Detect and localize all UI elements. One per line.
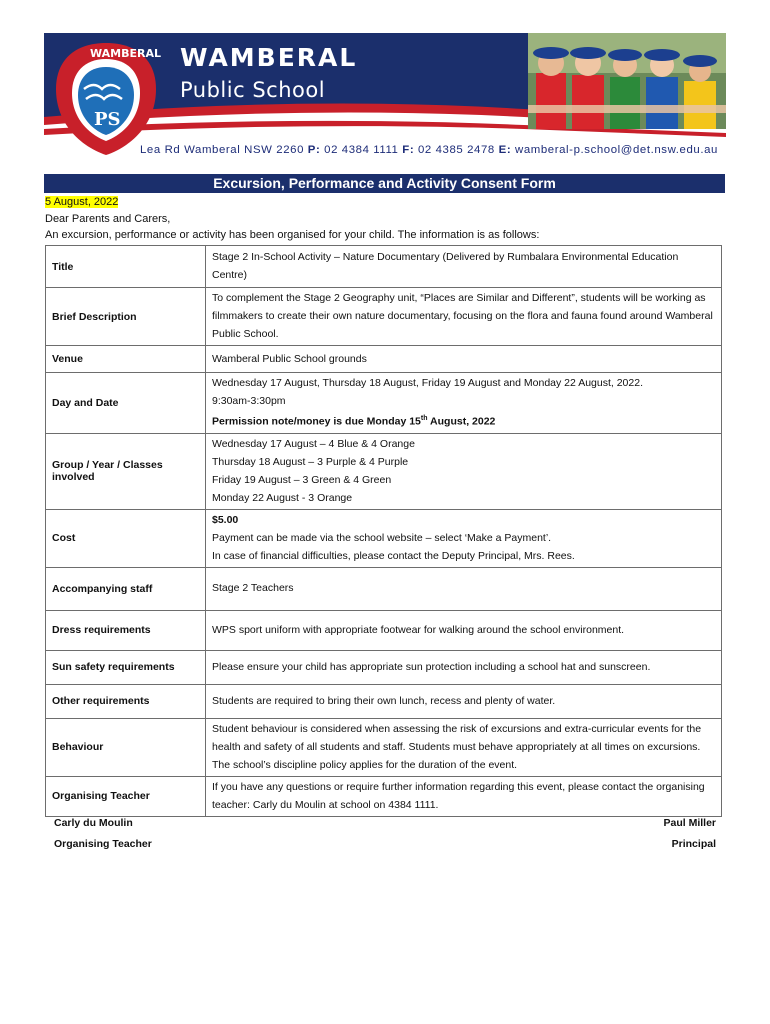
permission-due-line	[212, 410, 715, 431]
row-label: Day and Date	[46, 373, 206, 434]
row-value	[206, 567, 722, 610]
table-row	[46, 567, 722, 610]
table-row	[46, 509, 722, 567]
contact-email: wamberal-p.school@det.nsw.edu.au	[511, 144, 718, 156]
row-label: Organising Teacher	[46, 776, 206, 816]
row-value	[206, 776, 722, 816]
activity-info-table-body	[46, 246, 722, 817]
row-label: Sun safety requirements	[46, 650, 206, 684]
row-value-line: Wednesday 17 August – 4 Blue & 4 Orange	[212, 437, 415, 450]
right-signature-role: Principal	[671, 838, 716, 850]
row-label: Title	[46, 246, 206, 288]
email-label: E:	[498, 144, 512, 156]
row-value-line: If you have any questions or require further information regarding this event, please contact the organising teacher: Carly du Moulin at school on 4384 1111.	[212, 780, 705, 811]
row-value-line: Thursday 18 August – 3 Purple & 4 Purple	[212, 455, 409, 468]
row-value	[206, 433, 722, 509]
table-row	[46, 650, 722, 684]
row-value-line: 9:30am-3:30pm	[212, 395, 286, 407]
activity-info-table	[45, 245, 722, 817]
school-name: WAMBERAL	[180, 43, 358, 72]
permission-due-prefix: Permission note/money is due Monday 15	[212, 415, 421, 428]
table-row	[46, 246, 722, 288]
row-value-line: Wamberal Public School grounds	[212, 352, 367, 365]
row-value-line: To complement the Stage 2 Geography unit, “Places are Similar and Different”, students will be working as filmmakers to create their own nature documentary, focusing on the flora and fauna found around Wamberal Public School.	[212, 292, 713, 340]
row-value	[206, 373, 722, 434]
row-value-line: Payment can be made via the school website – select ‘Make a Payment’.	[212, 531, 552, 544]
date-highlight: 5 August, 2022	[45, 196, 119, 208]
table-row	[46, 718, 722, 776]
row-value-line: WPS sport uniform with appropriate footwear for walking around the school environment.	[212, 623, 625, 636]
row-value	[206, 650, 722, 684]
row-label: Dress requirements	[46, 610, 206, 650]
row-label: Other requirements	[46, 684, 206, 718]
left-signature-name: Carly du Moulin	[54, 817, 133, 829]
svg-text:WAMBERAL: WAMBERAL	[90, 47, 161, 60]
fax-label: F:	[402, 144, 415, 156]
row-value-line: Monday 22 August - 3 Orange	[212, 491, 353, 504]
row-value-line: Stage 2 Teachers	[212, 582, 294, 594]
row-label: Cost	[46, 509, 206, 567]
row-value-line: Student behaviour is considered when assessing the risk of excursions and extra-curricular events for the health and safety of all students and staff. Students must behave appropriately at all times on excursions. The school’s discipline policy applies for the duration of the event.	[212, 722, 702, 771]
table-row	[46, 684, 722, 718]
school-subtitle: Public School	[180, 78, 326, 102]
row-value-bold-line: $5.00	[212, 513, 239, 526]
row-value-line: Friday 19 August – 3 Green & 4 Green	[212, 473, 392, 486]
contact-address: Lea Rd Wamberal NSW 2260	[140, 144, 308, 156]
table-row	[46, 373, 722, 434]
contact-fax: 02 4385 2478	[414, 144, 499, 156]
table-row	[46, 776, 722, 816]
row-label: Behaviour	[46, 718, 206, 776]
row-label: Venue	[46, 346, 206, 373]
row-value	[206, 610, 722, 650]
row-value	[206, 509, 722, 567]
table-row	[46, 288, 722, 346]
form-title: Excursion, Performance and Activity Consent Form	[44, 174, 725, 193]
row-value	[206, 288, 722, 346]
intro-text: An excursion, performance or activity has been organised for your child. The information is as follows:	[45, 229, 540, 241]
contact-details	[140, 144, 718, 156]
school-crest-logo	[50, 39, 162, 159]
svg-text:PS: PS	[94, 109, 121, 130]
row-value	[206, 684, 722, 718]
table-row	[46, 346, 722, 373]
row-value	[206, 718, 722, 776]
row-label: Accompanying staff	[46, 567, 206, 610]
left-signature-role: Organising Teacher	[54, 838, 152, 850]
row-value-line: Wednesday 17 August, Thursday 18 August, Friday 19 August and Monday 22 August, 2022.	[212, 377, 643, 389]
right-signature-name: Paul Miller	[663, 817, 716, 829]
permission-due-suffix: August, 2022	[427, 415, 496, 428]
table-row	[46, 433, 722, 509]
row-value-line: Stage 2 In-School Activity – Nature Documentary (Delivered by Rumbalara Environmental Education Centre)	[212, 251, 679, 281]
row-value-line: In case of financial difficulties, please contact the Deputy Principal, Mrs. Rees.	[212, 549, 575, 562]
row-value	[206, 246, 722, 288]
table-row	[46, 610, 722, 650]
row-value-line: Students are required to bring their own lunch, recess and plenty of water.	[212, 694, 556, 707]
school-letterhead	[44, 33, 726, 161]
greeting: Dear Parents and Carers,	[45, 213, 171, 225]
row-value	[206, 346, 722, 373]
phone-label: P:	[307, 144, 321, 156]
row-value-line: Please ensure your child has appropriate sun protection including a school hat and sunscreen.	[212, 660, 651, 673]
row-label: Brief Description	[46, 288, 206, 346]
letter-date	[45, 196, 118, 208]
students-photo	[528, 33, 726, 145]
contact-phone: 02 4384 1111	[320, 144, 403, 156]
permission-due-sup: th	[420, 415, 428, 422]
row-label: Group / Year / Classes involved	[46, 433, 206, 509]
